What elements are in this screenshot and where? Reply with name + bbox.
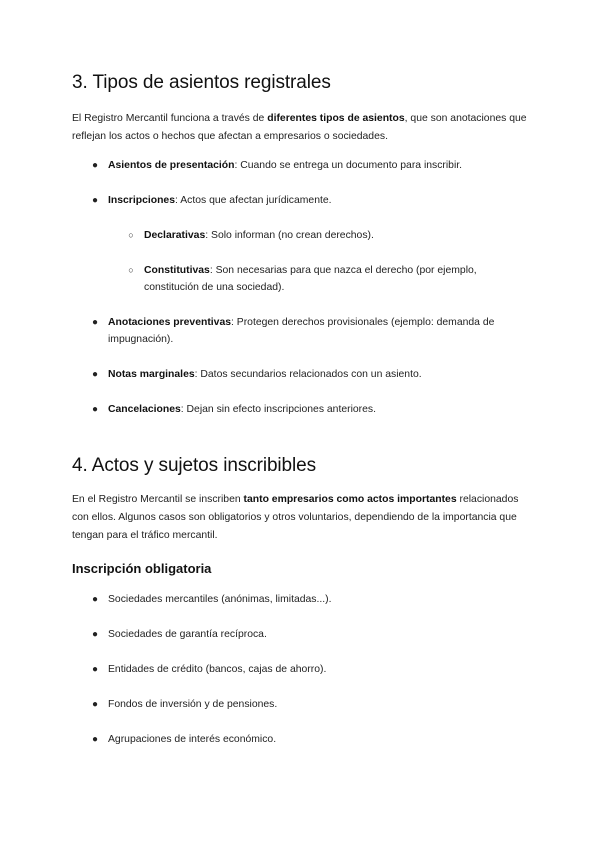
section-3-intro — [72, 110, 532, 146]
item-description: : Solo informan (no crean derechos). — [205, 230, 374, 241]
item-description: : Dejan sin efecto inscripciones anteriores. — [180, 404, 376, 415]
item-text: Fondos de inversión y de pensiones. — [108, 699, 278, 710]
circle-bullet-icon: ○ — [128, 230, 134, 240]
list-item-anotaciones-preventivas — [91, 314, 532, 348]
section-3-intro-bold: diferentes tipos de asientos — [267, 113, 405, 124]
item-description: : Datos secundarios relacionados con un asiento. — [194, 369, 422, 380]
list-item-asientos-presentacion — [91, 157, 532, 174]
item-description: : Protegen derechos provisionales (ejemplo: demanda de impugnación). — [108, 317, 495, 345]
disc-bullet-icon: ● — [91, 160, 99, 171]
item-description: : Cuando se entrega un documento para inscribir. — [234, 160, 463, 171]
list-item — [91, 591, 532, 608]
list-item-cancelaciones — [91, 401, 532, 418]
disc-bullet-icon: ● — [91, 369, 99, 380]
item-description: : Son necesarias para que nazca el derecho (por ejemplo, constitución de una sociedad). — [144, 265, 477, 293]
item-term: Notas marginales — [108, 369, 195, 380]
list-item-constitutivas — [128, 262, 532, 296]
disc-bullet-icon: ● — [91, 404, 99, 415]
list-item — [91, 731, 532, 748]
subsection-title: Inscripción obligatoria — [72, 561, 212, 576]
section-4-title: 4. Actos y sujetos inscribibles — [72, 455, 317, 476]
section-3-intro-pre: El Registro Mercantil funciona a través de — [72, 113, 268, 124]
item-term: Constitutivas — [144, 265, 210, 276]
item-term: Inscripciones — [108, 195, 175, 206]
item-term: Asientos de presentación — [108, 160, 235, 171]
item-text: Sociedades mercantiles (anónimas, limitadas...). — [108, 594, 332, 605]
list-item-declarativas — [128, 227, 532, 244]
disc-bullet-icon: ● — [91, 594, 99, 605]
disc-bullet-icon: ● — [91, 734, 99, 745]
circle-bullet-icon: ○ — [128, 265, 134, 275]
item-description: : Actos que afectan jurídicamente. — [175, 195, 332, 206]
disc-bullet-icon: ● — [91, 195, 99, 206]
section-3-intro-post: , que son anotaciones que reflejan los actos o hechos que afectan a empresarios o sociedades. — [72, 113, 527, 142]
section-4-intro-bold: tanto empresarios como actos importantes — [243, 494, 457, 505]
item-text: Agrupaciones de interés económico. — [108, 734, 277, 745]
disc-bullet-icon: ● — [91, 699, 99, 710]
list-item-inscripciones — [91, 192, 532, 209]
disc-bullet-icon: ● — [91, 629, 99, 640]
section-3-title: 3. Tipos de asientos registrales — [72, 72, 331, 93]
item-text: Sociedades de garantía recíproca. — [108, 629, 267, 640]
section-4-intro — [72, 491, 532, 545]
disc-bullet-icon: ● — [91, 664, 99, 675]
item-term: Declarativas — [144, 230, 206, 241]
item-term: Anotaciones preventivas — [108, 317, 231, 328]
list-item — [91, 696, 532, 713]
list-item-notas-marginales — [91, 366, 532, 383]
list-item — [91, 661, 532, 678]
item-term: Cancelaciones — [108, 404, 181, 415]
section-4-intro-post: relacionados con ellos. Algunos casos son obligatorios y otros voluntarios, dependiendo de la importancia que tengan para el tráfico mercantil. — [72, 494, 519, 541]
section-4-intro-pre: En el Registro Mercantil se inscriben — [72, 494, 244, 505]
list-item — [91, 626, 532, 643]
item-text: Entidades de crédito (bancos, cajas de ahorro). — [108, 664, 327, 675]
disc-bullet-icon: ● — [91, 317, 99, 328]
